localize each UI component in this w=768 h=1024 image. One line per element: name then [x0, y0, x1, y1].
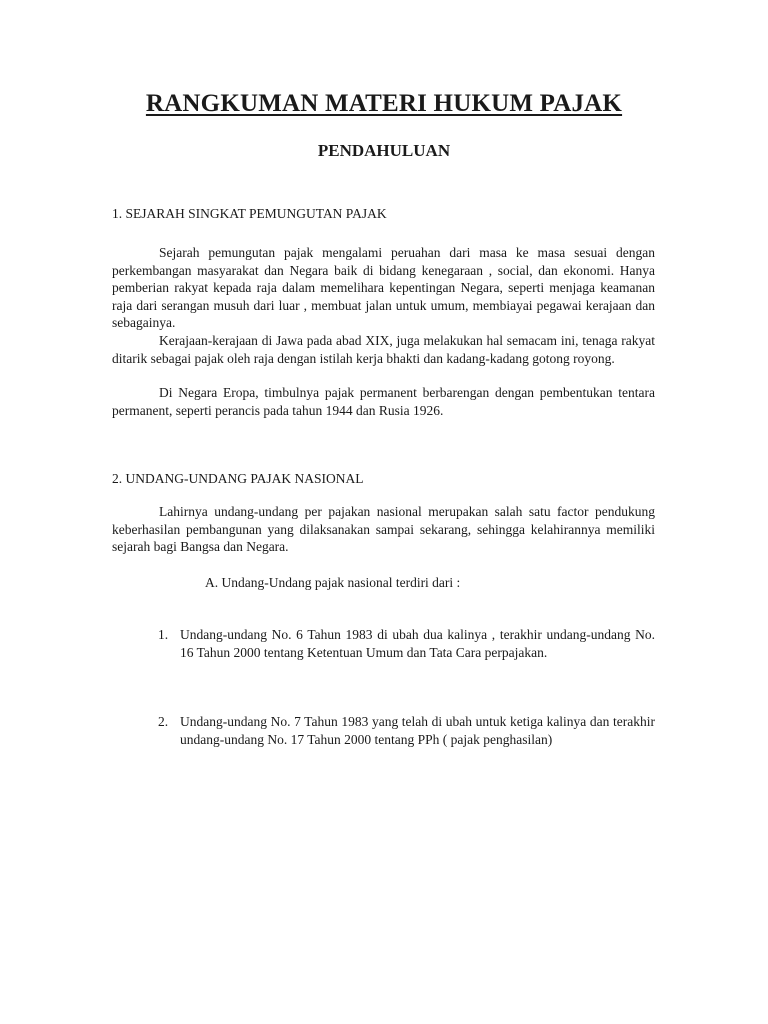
section-1-heading: 1. SEJARAH SINGKAT PEMUNGUTAN PAJAK: [112, 206, 387, 221]
section-2-heading: 2. UNDANG-UNDANG PAJAK NASIONAL: [112, 471, 364, 486]
list-item-2: [158, 713, 655, 748]
list-item-1-number: 1.: [158, 627, 169, 642]
section-1-paragraph-1-text: Sejarah pemungutan pajak mengalami peruahan dari masa ke masa sesuai dengan perkembangan masyarakat dan Negara baik di bidang kenegaraan , social, dan ekonomi. Hanya pemberian rakyat kepada raja dalam memelihara kepentingan Negara, seperti menjaga keamanan raja dari serangan musuh dari luar , membuat jalan untuk umum, membiayai pegawai kerajaan dan sebagainya.: [112, 245, 655, 331]
section-2-subheading: A. Undang-Undang pajak nasional terdiri dari :: [205, 575, 461, 590]
section-2-paragraph-text: Lahirnya undang-undang per pajakan nasional merupakan salah satu factor pendukung keberhasilan pembangunan yang dilaksanakan sampai sekarang, sehingga kelahirannya memiliki sejarah bagi Bangsa dan Negara.: [112, 504, 655, 555]
section-1-paragraph-2: [112, 332, 655, 367]
list-item-2-number: 2.: [158, 714, 169, 729]
list-item-1-text: Undang-undang No. 6 Tahun 1983 di ubah dua kalinya , terakhir undang-undang No. 16 Tahun 2000 tentang Ketentuan Umum dan Tata Cara perpajakan.: [180, 627, 655, 660]
list-item-1: [158, 626, 655, 661]
section-1-paragraph-1: [112, 244, 655, 332]
section-1-paragraph-3: [112, 384, 655, 419]
document-title: RANGKUMAN MATERI HUKUM PAJAK: [145, 90, 623, 117]
document-subtitle: PENDAHULUAN: [317, 141, 451, 160]
section-2-paragraph: [112, 503, 655, 556]
section-1-paragraph-2-text: Kerajaan-kerajaan di Jawa pada abad XIX, juga melakukan hal semacam ini, tenaga rakyat ditarik sebagai pajak oleh raja dengan istilah kerja bhakti dan kadang-kadang gotong royong.: [112, 333, 655, 366]
list-item-2-text: Undang-undang No. 7 Tahun 1983 yang telah di ubah untuk ketiga kalinya dan terakhir undang-undang No. 17 Tahun 2000 tentang PPh ( pajak penghasilan): [180, 714, 655, 747]
section-1-paragraph-3-text: Di Negara Eropa, timbulnya pajak permanent berbarengan dengan pembentukan tentara permanent, seperti perancis pada tahun 1944 dan Rusia 1926.: [112, 385, 655, 418]
